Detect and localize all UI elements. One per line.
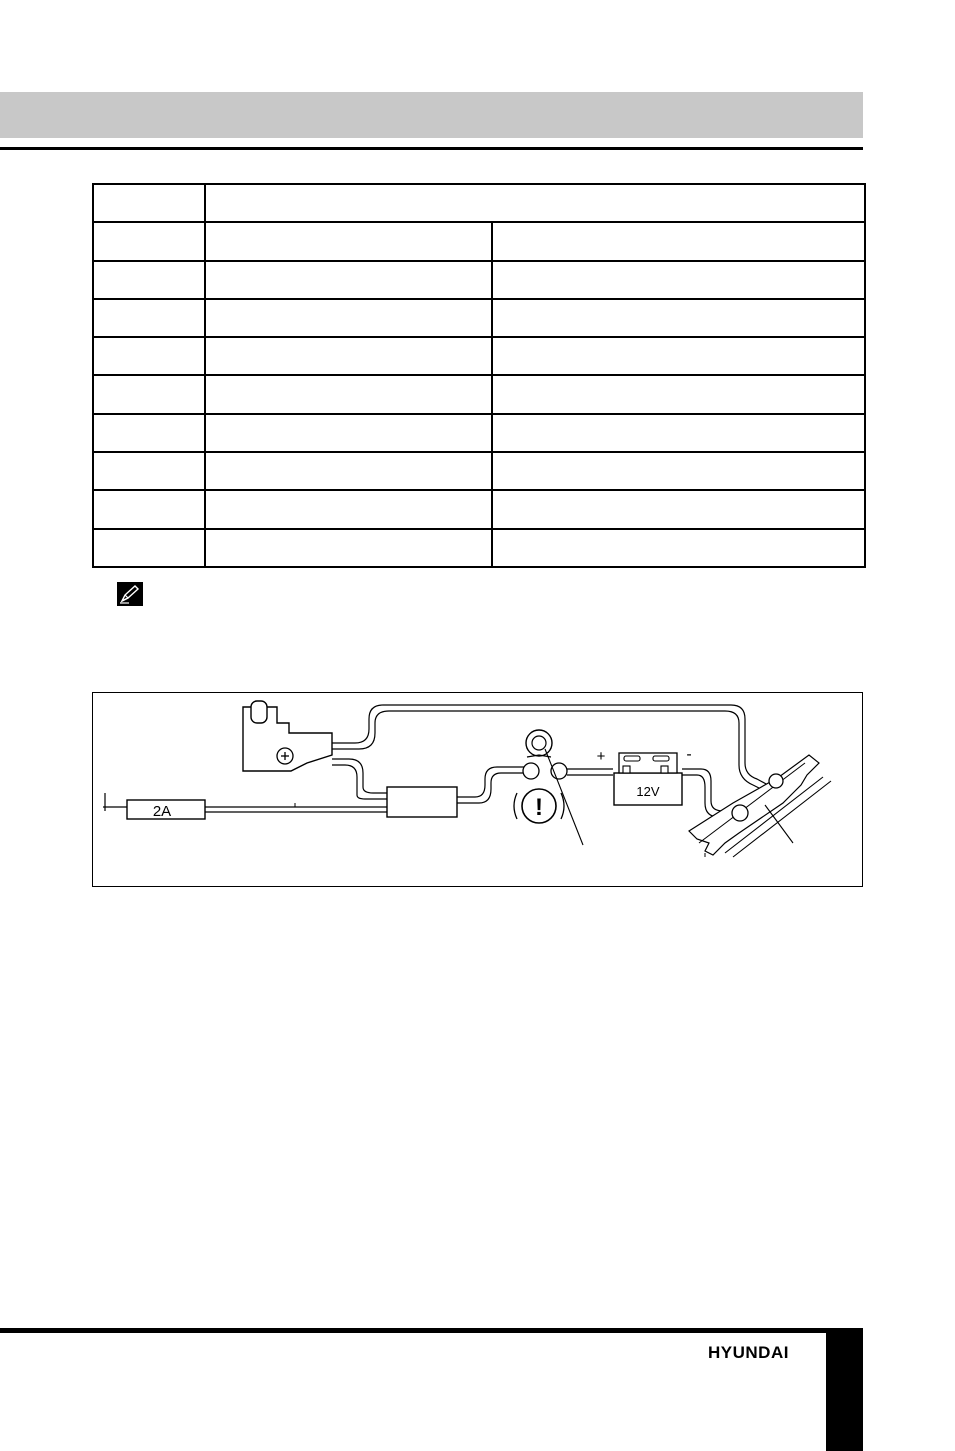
header-band bbox=[0, 92, 863, 138]
table-row bbox=[93, 337, 865, 375]
table-cell bbox=[205, 414, 492, 452]
table-cell bbox=[492, 222, 865, 260]
table-cell bbox=[205, 184, 865, 222]
table-cell bbox=[93, 414, 205, 452]
table-cell bbox=[492, 529, 865, 567]
table-cell bbox=[492, 414, 865, 452]
table-cell bbox=[93, 299, 205, 337]
table-cell bbox=[492, 337, 865, 375]
table-row bbox=[93, 261, 865, 299]
brand-logo: HYUNDAI bbox=[708, 1343, 789, 1362]
table-row bbox=[93, 452, 865, 490]
table-cell bbox=[492, 452, 865, 490]
table-cell bbox=[492, 375, 865, 413]
table-cell bbox=[205, 490, 492, 528]
table-cell bbox=[93, 261, 205, 299]
footer-page-tab bbox=[826, 1328, 863, 1451]
table-row bbox=[93, 222, 865, 260]
table-cell bbox=[205, 375, 492, 413]
note-pencil-icon bbox=[117, 582, 143, 606]
filter-box bbox=[387, 787, 457, 817]
table-cell bbox=[205, 299, 492, 337]
table-cell bbox=[492, 261, 865, 299]
table-cell bbox=[492, 299, 865, 337]
spec-table bbox=[92, 183, 866, 568]
battery-label: 12V bbox=[636, 784, 660, 799]
table-cell bbox=[93, 337, 205, 375]
fuse-label: 2A bbox=[152, 803, 172, 820]
table-cell bbox=[205, 222, 492, 260]
warning-mark: ! bbox=[535, 794, 543, 821]
table-row bbox=[93, 299, 865, 337]
table-row bbox=[93, 375, 865, 413]
table-cell bbox=[93, 222, 205, 260]
header-rule bbox=[0, 147, 863, 150]
table-cell bbox=[93, 490, 205, 528]
plus-sign: + bbox=[596, 748, 606, 765]
minus-sign: - bbox=[686, 746, 692, 763]
table-cell bbox=[205, 337, 492, 375]
table-cell bbox=[93, 452, 205, 490]
table-cell bbox=[93, 184, 205, 222]
wiring-diagram bbox=[92, 692, 863, 887]
table-row bbox=[93, 414, 865, 452]
table-cell bbox=[93, 375, 205, 413]
table-cell bbox=[205, 452, 492, 490]
table-cell bbox=[492, 490, 865, 528]
table-row bbox=[93, 490, 865, 528]
table-row bbox=[93, 529, 865, 567]
table-cell bbox=[93, 529, 205, 567]
table-cell bbox=[205, 529, 492, 567]
table-row bbox=[93, 184, 865, 222]
table-cell bbox=[205, 261, 492, 299]
footer-rule bbox=[0, 1328, 863, 1333]
